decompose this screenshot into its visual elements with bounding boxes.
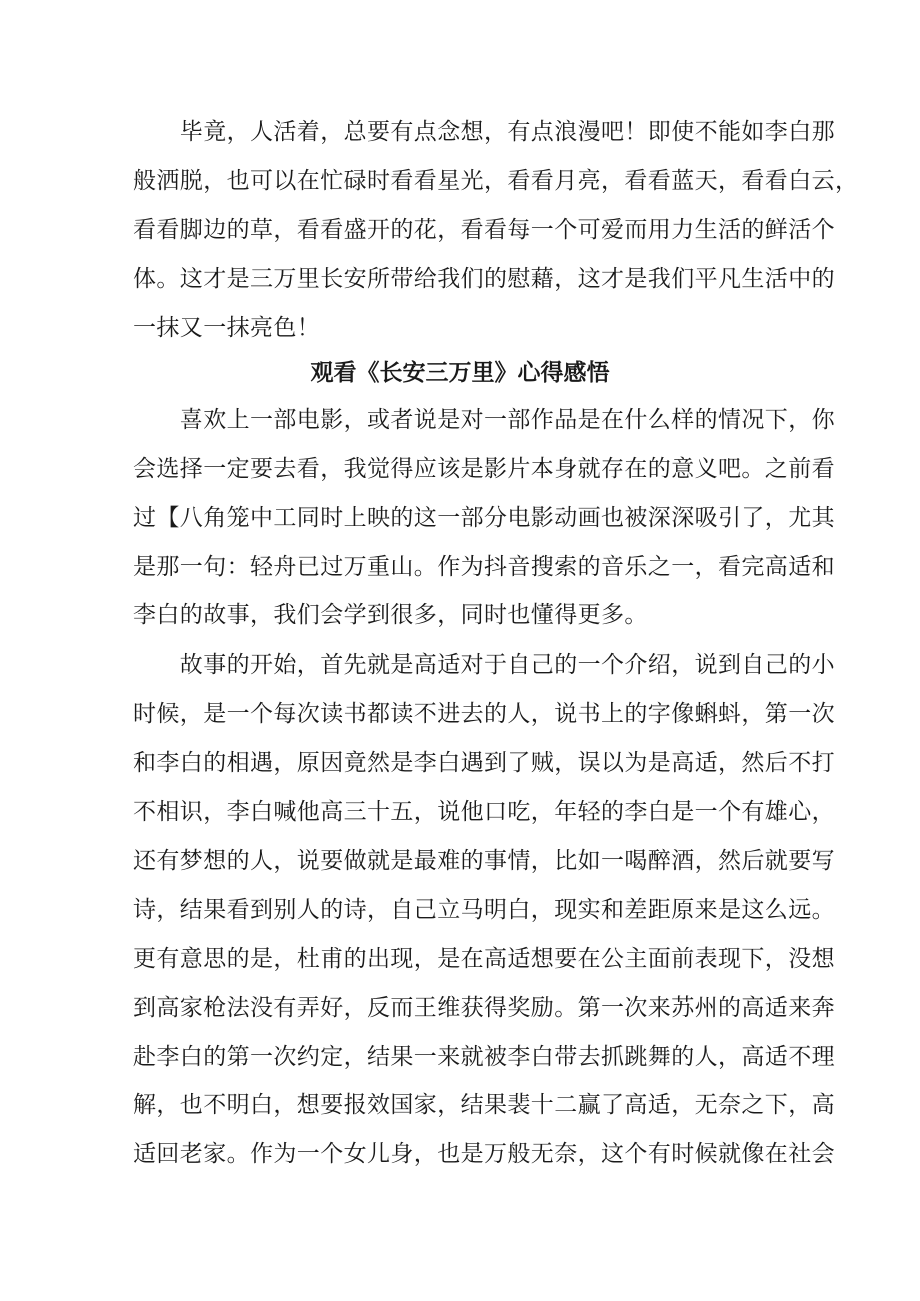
paragraph-2-line: 喜欢上一部电影，或者说是对一部作品是在什么样的情况下，你 bbox=[133, 407, 835, 433]
paragraph-2-line: 过【八角笼中工同时上映的这一部分电影动画也被深深吸引了，尤其 bbox=[133, 505, 835, 531]
paragraph-2-line: 李白的故事，我们会学到很多，同时也懂得更多。 bbox=[133, 602, 648, 628]
section-title: 观看《长安三万里》心得感悟 bbox=[310, 360, 610, 386]
paragraph-1-line: 体。这才是三万里长安所带给我们的慰藉，这才是我们平凡生活中的 bbox=[133, 266, 835, 292]
paragraph-3-line: 适回老家。作为一个女儿身，也是万般无奈，这个有时候就像在社会 bbox=[133, 1141, 835, 1167]
paragraph-2-line: 是那一句：轻舟已过万重山。作为抖音搜索的音乐之一，看完高适和 bbox=[133, 554, 835, 580]
paragraph-3-line: 还有梦想的人，说要做就是最难的事情，比如一喝醉酒，然后就要写 bbox=[133, 848, 835, 874]
paragraph-3-line: 故事的开始，首先就是高适对于自己的一个介绍，说到自己的小 bbox=[133, 652, 835, 678]
paragraph-3-line: 到高家枪法没有弄好，反而王维获得奖励。第一次来苏州的高适来奔 bbox=[133, 995, 835, 1021]
paragraph-3-line: 解，也不明白，想要报效国家，结果裴十二赢了高适，无奈之下，高 bbox=[133, 1092, 835, 1118]
paragraph-1-line: 毕竟，人活着，总要有点念想，有点浪漫吧！即使不能如李白那 bbox=[133, 119, 835, 145]
paragraph-3-line: 赴李白的第一次约定，结果一来就被李白带去抓跳舞的人，高适不理 bbox=[133, 1044, 835, 1070]
paragraph-1-line: 看看脚边的草，看看盛开的花，看看每一个可爱而用力生活的鲜活个 bbox=[133, 217, 835, 243]
paragraph-3-line: 更有意思的是，杜甫的出现，是在高适想要在公主面前表现下，没想 bbox=[133, 946, 835, 972]
paragraph-3-line: 不相识，李白喊他高三十五，说他口吃，年轻的李白是一个有雄心， bbox=[133, 799, 835, 825]
paragraph-2-line: 会选择一定要去看，我觉得应该是影片本身就存在的意义吧。之前看 bbox=[133, 456, 835, 482]
paragraph-1-line: 般洒脱，也可以在忙碌时看看星光，看看月亮，看看蓝天，看看白云， bbox=[133, 168, 859, 194]
paragraph-3-line: 时候，是一个每次读书都读不进去的人，说书上的字像蝌蚪，第一次 bbox=[133, 701, 835, 727]
paragraph-1-line: 一抹又一抹亮色！ bbox=[133, 315, 321, 341]
paragraph-3-line: 和李白的相遇，原因竟然是李白遇到了贼，误以为是高适，然后不打 bbox=[133, 750, 835, 776]
paragraph-3-line: 诗，结果看到别人的诗，自己立马明白，现实和差距原来是这么远。 bbox=[133, 897, 835, 923]
